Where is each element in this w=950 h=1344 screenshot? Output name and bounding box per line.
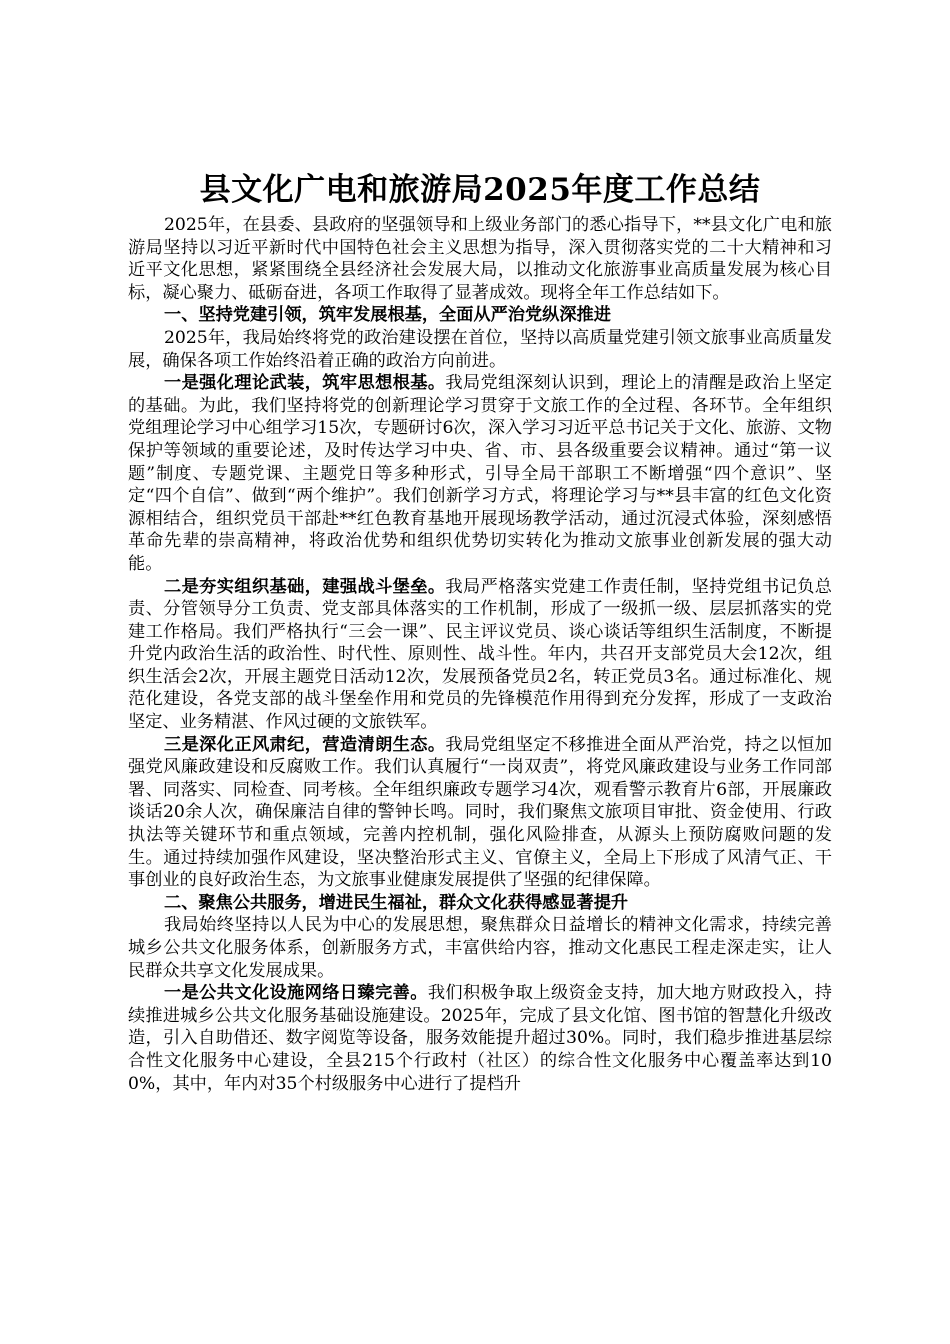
point-lead: 一是公共文化设施网络日臻完善。 [164, 983, 428, 1004]
point-lead: 二是夯实组织基础，建强战斗堡垒。 [164, 576, 446, 597]
section-1-intro: 2025年，我局始终将党的政治建设摆在首位，坚持以高质量党建引领文旅事业高质量发展，确保各项工作始终沿着正确的政治方向前进。 [128, 327, 832, 371]
document-page [128, 168, 832, 1095]
section-2-intro: 我局始终坚持以人民为中心的发展思想，聚焦群众日益增长的精神文化需求，持续完善城乡公共文化服务体系，创新服务方式，丰富供给内容，推动文化惠民工程走深走实，让人民群众共享文化发展成果。 [128, 915, 832, 981]
section-1-heading: 一、坚持党建引领，筑牢发展根基，全面从严治党纵深推进 [164, 305, 611, 326]
section-1-point-1 [128, 372, 832, 575]
point-body: 我们积极争取上级资金支持，加大地方财政投入，持续推进城乡公共文化服务基础设施建设。2025年，完成了县文化馆、图书馆的智慧化升级改造，引入自助借还、数字阅览等设备，服务效能提升超过30%。同时，我们稳步推进基层综合性文化服务中心建设，全县215个行政村（社区）的综合性文化服务中心覆盖率达到100%，其中，年内对35个村级服务中心进行了提档升 [128, 983, 832, 1094]
point-body: 我局严格落实党建工作责任制，坚持党组书记负总责、分管领导分工负责、党支部具体落实的工作机制，形成了一级抓一级、层层抓落实的党建工作格局。我们严格执行“三会一课”、民主评议党员、谈心谈话等组织生活制度，不断提升党内政治生活的政治性、时代性、原则性、战斗性。年内，共召开支部党员大会12次，组织生活会2次，开展主题党日活动12次，发展预备党员2名，转正党员3名。通过标准化、规范化建设，各党支部的战斗堡垒作用和党员的先锋模范作用得到充分发挥，形成了一支政治坚定、业务精湛、作风过硬的文旅铁军。 [128, 576, 832, 733]
section-1-point-2 [128, 576, 832, 734]
point-lead: 一是强化理论武装，筑牢思想根基。 [164, 373, 446, 394]
section-1-point-3 [128, 734, 832, 892]
title-year: 2025 [483, 172, 572, 208]
document-title [128, 168, 832, 212]
section-2-point-1 [128, 982, 832, 1095]
title-part-2: 年度工作总结 [571, 172, 761, 208]
intro-paragraph: 2025年，在县委、县政府的坚强领导和上级业务部门的悉心指导下，**县文化广电和旅游局坚持以习近平新时代中国特色社会主义思想为指导，深入贯彻落实党的二十大精神和习近平文化思想，紧紧围绕全县经济社会发展大局，以推动文化旅游事业高质量发展为核心目标，凝心聚力、砥砺奋进，各项工作取得了显著成效。现将全年工作总结如下。 [128, 215, 832, 303]
section-2-heading: 二、聚焦公共服务，增进民生福祉，群众文化获得感显著提升 [164, 892, 629, 913]
point-body: 我局党组深刻认识到，理论上的清醒是政治上坚定的基础。为此，我们坚持将党的创新理论学习贯穿于文旅工作的全过程、各环节。全年组织党组理论学习中心组学习15次，专题研讨6次，深入学习习近平总书记关于文化、旅游、文物保护等领域的重要论述，及时传达学习中央、省、市、县各级重要会议精神。通过“第一议题”制度、专题党课、主题党日等多种形式，引导全局干部职工不断增强“四个意识”、坚定“四个自信”、做到“两个维护”。我们创新学习方式，将理论学习与**县丰富的红色文化资源相结合，组织党员干部赴**红色教育基地开展现场教学活动，通过沉浸式体验，深刻感悟革命先辈的崇高精神，将政治优势和组织优势切实转化为推动文旅事业创新发展的强大动能。 [128, 373, 832, 574]
point-lead: 三是深化正风肃纪，营造清朗生态。 [164, 734, 446, 755]
title-part-1: 县文化广电和旅游局 [199, 172, 484, 208]
point-body: 我局党组坚定不移推进全面从严治党，持之以恒加强党风廉政建设和反腐败工作。我们认真履行“一岗双责”，将党风廉政建设与业务工作同部署、同落实、同检查、同考核。全年组织廉政专题学习4次，观看警示教育片6部，开展廉政谈话20余人次，确保廉洁自律的警钟长鸣。同时，我们聚焦文旅项目审批、资金使用、行政执法等关键环节和重点领域，完善内控机制，强化风险排查，从源头上预防腐败问题的发生。通过持续加强作风建设，坚决整治形式主义、官僚主义，全局上下形成了风清气正、干事创业的良好政治生态，为文旅事业健康发展提供了坚强的纪律保障。 [128, 734, 832, 891]
